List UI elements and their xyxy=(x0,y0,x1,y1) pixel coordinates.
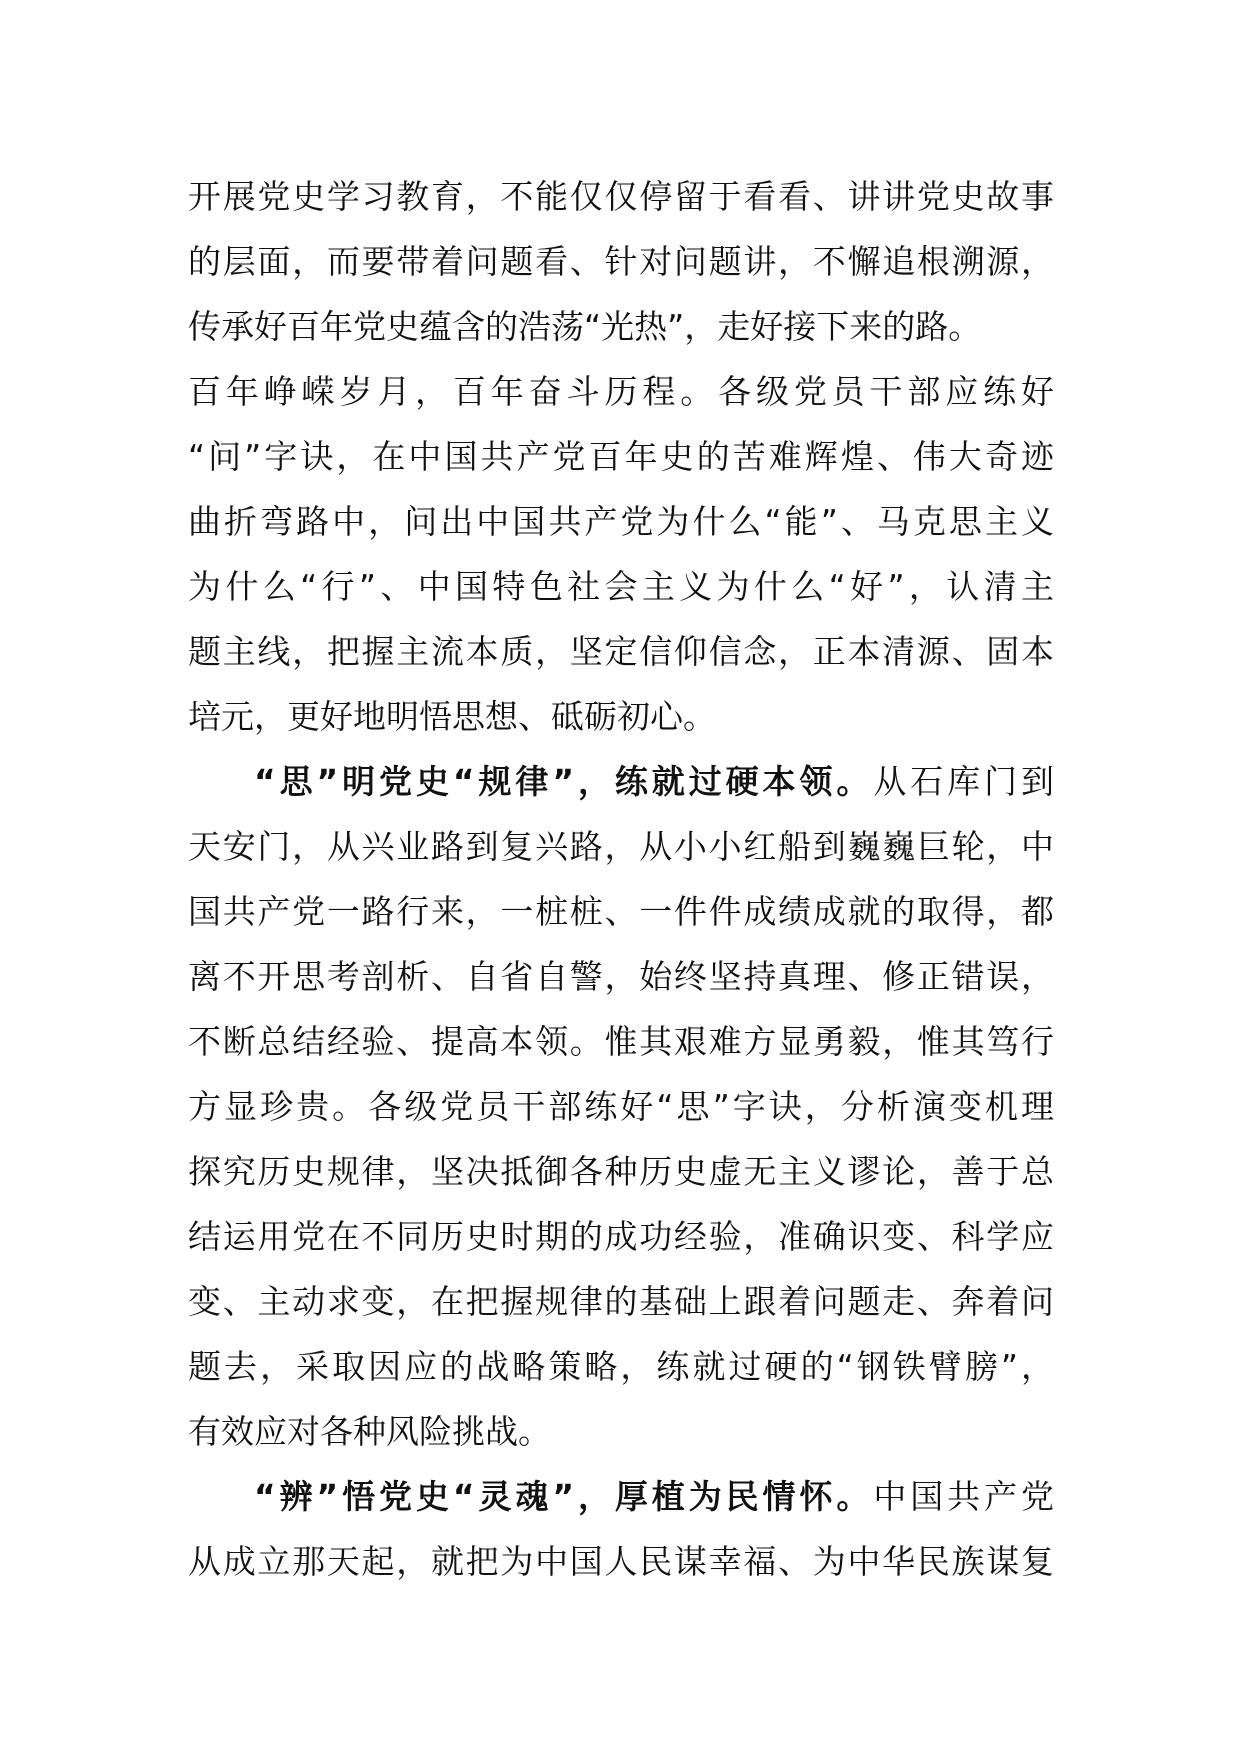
text-run: 不断总结经验、提高本领。惟其艰难方显勇毅，惟其笃行 xyxy=(188,1022,1054,1061)
bold-heading-run: “辨”悟党史“灵魂”，厚植为民情怀。 xyxy=(254,1477,874,1516)
text-line xyxy=(188,1204,1054,1269)
text-line xyxy=(188,1009,1054,1074)
text-line xyxy=(188,1074,1054,1139)
bold-heading-run: “思”明党史“规律”，练就过硬本领。 xyxy=(254,762,874,801)
text-run: 曲折弯路中，问出中国共产党为什么“能”、马克思主义 xyxy=(188,502,1054,541)
text-line xyxy=(188,294,1054,359)
text-run: 结运用党在不同历史时期的成功经验，准确识变、科学应 xyxy=(188,1217,1054,1256)
text-run: 天安门，从兴业路到复兴路，从小小红船到巍巍巨轮，中 xyxy=(188,827,1054,866)
text-line xyxy=(188,1529,1054,1594)
text-run: 从成立那天起，就把为中国人民谋幸福、为中华民族谋复 xyxy=(188,1542,1054,1581)
text-line xyxy=(188,619,1054,684)
text-line xyxy=(188,424,1054,489)
text-line xyxy=(188,684,1054,749)
text-line xyxy=(188,814,1054,879)
text-line xyxy=(188,359,1054,424)
text-run: 有效应对各种风险挑战。 xyxy=(188,1412,551,1451)
text-line xyxy=(188,749,1054,814)
text-run: 百年峥嵘岁月，百年奋斗历程。各级党员干部应练好 xyxy=(188,372,1054,411)
text-run: 的层面，而要带着问题看、针对问题讲，不懈追根溯源， xyxy=(188,242,1054,281)
text-line xyxy=(188,1464,1054,1529)
text-run: 探究历史规律，坚决抵御各种历史虚无主义谬论，善于总 xyxy=(188,1152,1054,1191)
text-run: 题主线，把握主流本质，坚定信仰信念，正本清源、固本 xyxy=(188,632,1054,671)
text-run: 培元，更好地明悟思想、砥砺初心。 xyxy=(188,697,716,736)
text-line xyxy=(188,879,1054,944)
document-body xyxy=(188,164,1054,1594)
text-run: 变、主动求变，在把握规律的基础上跟着问题走、奔着问 xyxy=(188,1282,1054,1321)
text-run: 从石库门到 xyxy=(873,762,1054,801)
text-line xyxy=(188,1334,1054,1399)
text-line xyxy=(188,1399,1054,1464)
text-run: 为什么“行”、中国特色社会主义为什么“好”，认清主 xyxy=(188,567,1054,606)
text-line xyxy=(188,489,1054,554)
text-run: 题去，采取因应的战略策略，练就过硬的“钢铁臂膀”， xyxy=(188,1347,1054,1386)
text-run: 国共产党一路行来，一桩桩、一件件成绩成就的取得，都 xyxy=(188,892,1054,931)
text-line xyxy=(188,229,1054,294)
text-run: “问”字诀，在中国共产党百年史的苦难辉煌、伟大奇迹 xyxy=(188,437,1054,476)
text-line xyxy=(188,164,1054,229)
text-line xyxy=(188,1139,1054,1204)
text-line xyxy=(188,1269,1054,1334)
text-run: 传承好百年党史蕴含的浩荡“光热”，走好接下来的路。 xyxy=(188,307,982,346)
text-run: 开展党史学习教育，不能仅仅停留于看看、讲讲党史故事 xyxy=(188,177,1054,216)
text-run: 方显珍贵。各级党员干部练好“思”字诀，分析演变机理 xyxy=(188,1087,1054,1126)
text-line xyxy=(188,554,1054,619)
text-line xyxy=(188,944,1054,1009)
text-run: 离不开思考剖析、自省自警，始终坚持真理、修正错误， xyxy=(188,957,1054,996)
text-run: 中国共产党 xyxy=(873,1477,1054,1516)
